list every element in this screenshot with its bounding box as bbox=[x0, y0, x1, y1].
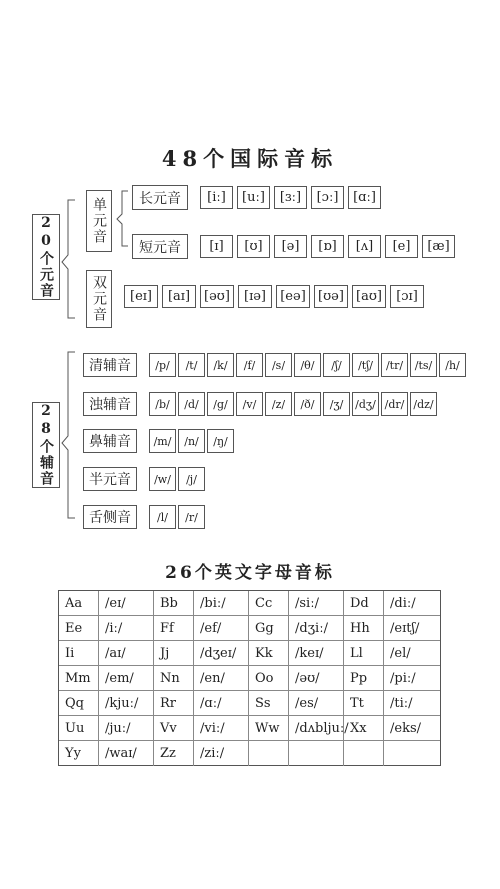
alphabet-letter: Ee bbox=[59, 616, 99, 641]
short-vowel-symbol: [ɒ] bbox=[311, 235, 344, 258]
alphabet-letter: Oo bbox=[249, 666, 289, 691]
alphabet-letter: Dd bbox=[344, 591, 384, 616]
alphabet-letter: Nn bbox=[154, 666, 194, 691]
short-vowel-symbol: [ə] bbox=[274, 235, 307, 258]
alphabet-phonetic: /əʊ/ bbox=[289, 666, 344, 691]
alphabet-phonetic: /ziː/ bbox=[194, 741, 249, 766]
consonant-symbol: /v/ bbox=[236, 392, 263, 416]
diphthong-symbol: [əʊ] bbox=[200, 285, 234, 308]
alphabet-letter: Ww bbox=[249, 716, 289, 741]
consonant-symbol: /ts/ bbox=[410, 353, 437, 377]
consonant-symbol: /ð/ bbox=[294, 392, 321, 416]
consonant-symbol: /tʃ/ bbox=[352, 353, 379, 377]
alphabet-phonetic bbox=[289, 741, 344, 766]
consonant-symbol: /ʒ/ bbox=[323, 392, 350, 416]
alphabet-phonetic: /ef/ bbox=[194, 616, 249, 641]
long-vowel-symbol: [ɑː] bbox=[348, 186, 381, 209]
alphabet-phonetic: /viː/ bbox=[194, 716, 249, 741]
consonant-group-label: 28个辅音 bbox=[32, 402, 60, 488]
consonant-symbol: /tr/ bbox=[381, 353, 408, 377]
alphabet-letter: Pp bbox=[344, 666, 384, 691]
alphabet-phonetic: /el/ bbox=[384, 641, 440, 666]
page-title: 48个国际音标 bbox=[161, 146, 339, 171]
consonant-symbol: /w/ bbox=[149, 467, 176, 491]
consonant-category-label: 清辅音 bbox=[83, 353, 137, 377]
alphabet-phonetic bbox=[384, 741, 440, 766]
diphthong-symbol: [aʊ] bbox=[352, 285, 386, 308]
alphabet-letter: Hh bbox=[344, 616, 384, 641]
double-vowel-label: 双元音 bbox=[86, 270, 112, 328]
consonant-category-label: 鼻辅音 bbox=[83, 429, 137, 453]
long-vowel-symbol: [uː] bbox=[237, 186, 270, 209]
diphthong-symbol: [ɪə] bbox=[238, 285, 272, 308]
alphabet-table bbox=[58, 590, 441, 766]
alphabet-phonetic: /eks/ bbox=[384, 716, 440, 741]
short-vowel-symbol: [ʌ] bbox=[348, 235, 381, 258]
consonant-symbol: /dz/ bbox=[410, 392, 437, 416]
consonant-symbol: /f/ bbox=[236, 353, 263, 377]
alphabet-letter: Ll bbox=[344, 641, 384, 666]
alphabet-phonetic: /tiː/ bbox=[384, 691, 440, 716]
alphabet-letter: Aa bbox=[59, 591, 99, 616]
consonant-symbol: /b/ bbox=[149, 392, 176, 416]
single-vowel-label: 单元音 bbox=[86, 190, 112, 252]
alphabet-phonetic: /kjuː/ bbox=[99, 691, 154, 716]
diphthong-symbol: [ɔɪ] bbox=[390, 285, 424, 308]
alphabet-letter: Ii bbox=[59, 641, 99, 666]
alphabet-letter: Zz bbox=[154, 741, 194, 766]
consonant-symbol: /dʒ/ bbox=[352, 392, 379, 416]
alphabet-phonetic: /ɑː/ bbox=[194, 691, 249, 716]
alphabet-phonetic: /dʒiː/ bbox=[289, 616, 344, 641]
diphthong-symbol: [eɪ] bbox=[124, 285, 158, 308]
alphabet-letter: Ss bbox=[249, 691, 289, 716]
consonant-symbol: /d/ bbox=[178, 392, 205, 416]
short-vowel-symbol: [e] bbox=[385, 235, 418, 258]
alphabet-letter: Bb bbox=[154, 591, 194, 616]
consonant-symbol: /h/ bbox=[439, 353, 466, 377]
long-vowel-label: 长元音 bbox=[132, 185, 188, 210]
alphabet-phonetic: /eɪtʃ/ bbox=[384, 616, 440, 641]
consonant-symbol: /t/ bbox=[178, 353, 205, 377]
alphabet-letter: Tt bbox=[344, 691, 384, 716]
short-vowel-symbol: [ɪ] bbox=[200, 235, 233, 258]
consonant-symbol: /p/ bbox=[149, 353, 176, 377]
alphabet-letter: Ff bbox=[154, 616, 194, 641]
alphabet-phonetic: /em/ bbox=[99, 666, 154, 691]
alphabet-phonetic: /waɪ/ bbox=[99, 741, 154, 766]
alphabet-phonetic: /diː/ bbox=[384, 591, 440, 616]
consonant-symbol: /ʃ/ bbox=[323, 353, 350, 377]
alphabet-letter: Xx bbox=[344, 716, 384, 741]
alphabet-phonetic: /aɪ/ bbox=[99, 641, 154, 666]
short-vowel-label: 短元音 bbox=[132, 234, 188, 259]
alphabet-letter: Jj bbox=[154, 641, 194, 666]
alphabet-letter: Rr bbox=[154, 691, 194, 716]
consonant-symbol: /k/ bbox=[207, 353, 234, 377]
alphabet-letter bbox=[344, 741, 384, 766]
diphthong-symbol: [ʊə] bbox=[314, 285, 348, 308]
alphabet-phonetic: /dʒeɪ/ bbox=[194, 641, 249, 666]
consonant-symbol: /r/ bbox=[178, 505, 205, 529]
alphabet-phonetic: /biː/ bbox=[194, 591, 249, 616]
consonant-symbol: /l/ bbox=[149, 505, 176, 529]
consonant-symbol: /j/ bbox=[178, 467, 205, 491]
alphabet-phonetic: /dʌbljuː/ bbox=[289, 716, 344, 741]
consonant-category-label: 半元音 bbox=[83, 467, 137, 491]
alphabet-phonetic: /iː/ bbox=[99, 616, 154, 641]
long-vowel-symbol: [iː] bbox=[200, 186, 233, 209]
alphabet-letter: Vv bbox=[154, 716, 194, 741]
alphabet-phonetic: /eɪ/ bbox=[99, 591, 154, 616]
vowel-group-label: 20个元音 bbox=[32, 214, 60, 300]
consonant-symbol: /n/ bbox=[178, 429, 205, 453]
alphabet-letter: Kk bbox=[249, 641, 289, 666]
alphabet-letter: Cc bbox=[249, 591, 289, 616]
alphabet-letter: Qq bbox=[59, 691, 99, 716]
consonant-symbol: /g/ bbox=[207, 392, 234, 416]
alphabet-phonetic: /piː/ bbox=[384, 666, 440, 691]
consonant-category-label: 浊辅音 bbox=[83, 392, 137, 416]
alphabet-title: 26个英文字母音标 bbox=[165, 563, 335, 583]
alphabet-letter: Mm bbox=[59, 666, 99, 691]
alphabet-letter: Yy bbox=[59, 741, 99, 766]
long-vowel-symbol: [ɔː] bbox=[311, 186, 344, 209]
diphthong-symbol: [aɪ] bbox=[162, 285, 196, 308]
short-vowel-symbol: [ʊ] bbox=[237, 235, 270, 258]
short-vowel-symbol: [æ] bbox=[422, 235, 455, 258]
alphabet-phonetic: /juː/ bbox=[99, 716, 154, 741]
consonant-category-label: 舌侧音 bbox=[83, 505, 137, 529]
alphabet-letter bbox=[249, 741, 289, 766]
diphthong-symbol: [eə] bbox=[276, 285, 310, 308]
consonant-symbol: /dr/ bbox=[381, 392, 408, 416]
alphabet-letter: Gg bbox=[249, 616, 289, 641]
alphabet-phonetic: /siː/ bbox=[289, 591, 344, 616]
alphabet-phonetic: /keɪ/ bbox=[289, 641, 344, 666]
long-vowel-symbol: [ɜː] bbox=[274, 186, 307, 209]
consonant-symbol: /m/ bbox=[149, 429, 176, 453]
consonant-symbol: /z/ bbox=[265, 392, 292, 416]
alphabet-phonetic: /en/ bbox=[194, 666, 249, 691]
consonant-symbol: /ŋ/ bbox=[207, 429, 234, 453]
alphabet-letter: Uu bbox=[59, 716, 99, 741]
consonant-symbol: /θ/ bbox=[294, 353, 321, 377]
consonant-symbol: /s/ bbox=[265, 353, 292, 377]
alphabet-phonetic: /es/ bbox=[289, 691, 344, 716]
